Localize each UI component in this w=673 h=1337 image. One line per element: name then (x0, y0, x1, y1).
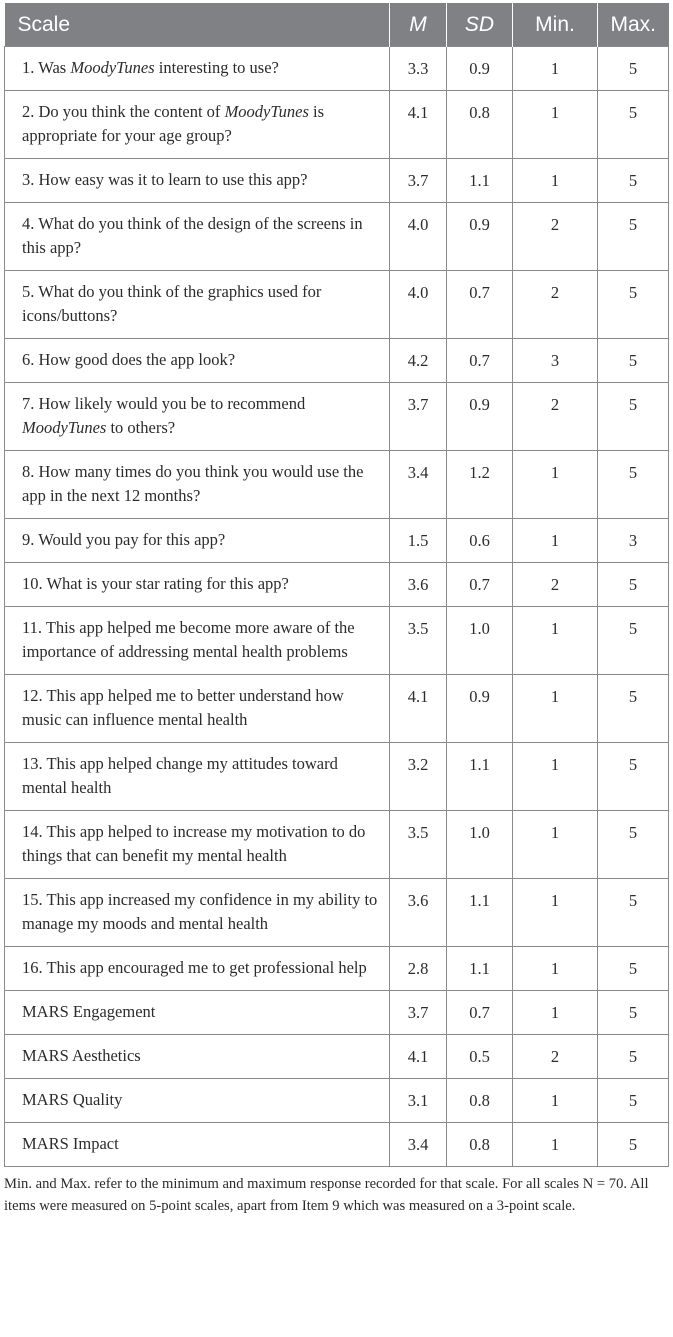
min-value: 1 (513, 47, 598, 91)
table-row (5, 1079, 669, 1123)
table-row (5, 675, 669, 743)
scale-text: 16. This app encouraged me to get professional help (22, 958, 367, 977)
table-row (5, 743, 669, 811)
scale-label (5, 91, 390, 159)
table-row (5, 519, 669, 563)
scale-label (5, 947, 390, 991)
sd-value: 1.1 (447, 947, 513, 991)
max-value: 5 (598, 1079, 669, 1123)
table-row (5, 271, 669, 339)
scale-text: 9. Would you pay for this app? (22, 530, 226, 549)
header-min: Min. (513, 3, 598, 47)
scale-label (5, 607, 390, 675)
sd-value: 1.1 (447, 743, 513, 811)
table-row (5, 203, 669, 271)
scale-text: 2. Do you think the content of (22, 102, 225, 121)
results-table (4, 3, 669, 1167)
min-value: 1 (513, 879, 598, 947)
scale-label (5, 675, 390, 743)
scale-text: 13. This app helped change my attitudes toward mental health (22, 754, 338, 797)
sd-value: 0.9 (447, 47, 513, 91)
sd-value: 0.7 (447, 991, 513, 1035)
table-row (5, 947, 669, 991)
scale-text: is appropriate for your age group? (22, 102, 325, 145)
sd-value: 0.8 (447, 91, 513, 159)
scale-text: MARS Aesthetics (22, 1046, 141, 1065)
sd-value: 1.1 (447, 159, 513, 203)
max-value: 5 (598, 675, 669, 743)
mean-value: 3.2 (390, 743, 447, 811)
scale-text: 7. How likely would you be to recommend (22, 394, 306, 413)
mean-value: 3.3 (390, 47, 447, 91)
mean-value: 3.7 (390, 159, 447, 203)
max-value: 5 (598, 159, 669, 203)
mean-value: 4.0 (390, 203, 447, 271)
sd-value: 1.0 (447, 607, 513, 675)
min-value: 1 (513, 811, 598, 879)
scale-label (5, 879, 390, 947)
scale-label (5, 991, 390, 1035)
scale-text: 3. How easy was it to learn to use this app? (22, 170, 308, 189)
min-value: 2 (513, 1035, 598, 1079)
table-row (5, 1123, 669, 1167)
mean-value: 3.7 (390, 383, 447, 451)
max-value: 5 (598, 1123, 669, 1167)
min-value: 2 (513, 383, 598, 451)
sd-value: 1.0 (447, 811, 513, 879)
mean-value: 4.1 (390, 675, 447, 743)
max-value: 5 (598, 383, 669, 451)
sd-value: 0.7 (447, 339, 513, 383)
max-value: 5 (598, 47, 669, 91)
min-value: 2 (513, 271, 598, 339)
header-sd: SD (447, 3, 513, 47)
max-value: 5 (598, 451, 669, 519)
app-name-italic: MoodyTunes (22, 418, 107, 437)
scale-label (5, 47, 390, 91)
max-value: 5 (598, 743, 669, 811)
mean-value: 4.1 (390, 91, 447, 159)
mean-value: 4.0 (390, 271, 447, 339)
table-row (5, 607, 669, 675)
min-value: 1 (513, 743, 598, 811)
mean-value: 1.5 (390, 519, 447, 563)
scale-text: MARS Engagement (22, 1002, 156, 1021)
scale-label (5, 159, 390, 203)
scale-text: MARS Quality (22, 1090, 123, 1109)
scale-text: 1. Was (22, 58, 71, 77)
app-name-italic: MoodyTunes (70, 58, 155, 77)
max-value: 5 (598, 203, 669, 271)
max-value: 5 (598, 607, 669, 675)
min-value: 1 (513, 675, 598, 743)
scale-text: 4. What do you think of the design of the screens in this app? (22, 214, 363, 257)
sd-value: 0.7 (447, 563, 513, 607)
sd-value: 0.7 (447, 271, 513, 339)
scale-text: 8. How many times do you think you would use the app in the next 12 months? (22, 462, 364, 505)
min-value: 1 (513, 1079, 598, 1123)
table-row (5, 159, 669, 203)
app-name-italic: MoodyTunes (224, 102, 309, 121)
mean-value: 3.6 (390, 563, 447, 607)
sd-value: 0.9 (447, 675, 513, 743)
table-footnote: Min. and Max. refer to the minimum and maximum response recorded for that scale. For all scales N = 70. All items were measured on 5-point scales, apart from Item 9 which was measured on a 3-point scale. (4, 1176, 649, 1214)
scale-label (5, 1035, 390, 1079)
max-value: 5 (598, 991, 669, 1035)
table-row (5, 383, 669, 451)
scale-text: 11. This app helped me become more aware of the importance of addressing mental health problems (22, 618, 355, 661)
sd-value: 1.1 (447, 879, 513, 947)
scale-label (5, 339, 390, 383)
mean-value: 3.4 (390, 1123, 447, 1167)
scale-text: 14. This app helped to increase my motivation to do things that can benefit my mental health (22, 822, 366, 865)
scale-text: 6. How good does the app look? (22, 350, 236, 369)
mean-value: 3.1 (390, 1079, 447, 1123)
header-max: Max. (598, 3, 669, 47)
min-value: 3 (513, 339, 598, 383)
mean-value: 3.6 (390, 879, 447, 947)
mean-value: 3.4 (390, 451, 447, 519)
table-header-row (5, 3, 669, 47)
max-value: 3 (598, 519, 669, 563)
sd-value: 1.2 (447, 451, 513, 519)
scale-text: interesting to use? (154, 58, 279, 77)
sd-value: 0.8 (447, 1123, 513, 1167)
min-value: 1 (513, 519, 598, 563)
scale-label (5, 519, 390, 563)
scale-label (5, 1123, 390, 1167)
max-value: 5 (598, 811, 669, 879)
max-value: 5 (598, 339, 669, 383)
header-scale: Scale (5, 3, 390, 47)
scale-text: 15. This app increased my confidence in my ability to manage my moods and mental health (22, 890, 378, 933)
scale-label (5, 563, 390, 607)
mean-value: 4.1 (390, 1035, 447, 1079)
min-value: 2 (513, 203, 598, 271)
max-value: 5 (598, 91, 669, 159)
sd-value: 0.9 (447, 383, 513, 451)
mean-value: 3.7 (390, 991, 447, 1035)
max-value: 5 (598, 879, 669, 947)
min-value: 1 (513, 91, 598, 159)
sd-value: 0.8 (447, 1079, 513, 1123)
max-value: 5 (598, 947, 669, 991)
min-value: 1 (513, 1123, 598, 1167)
mean-value: 4.2 (390, 339, 447, 383)
table-row (5, 879, 669, 947)
min-value: 1 (513, 947, 598, 991)
max-value: 5 (598, 271, 669, 339)
table-row (5, 91, 669, 159)
scale-text: 10. What is your star rating for this app? (22, 574, 289, 593)
scale-text: 12. This app helped me to better understand how music can influence mental health (22, 686, 344, 729)
scale-label (5, 203, 390, 271)
sd-value: 0.5 (447, 1035, 513, 1079)
header-mean: M (390, 3, 447, 47)
table-row (5, 339, 669, 383)
max-value: 5 (598, 563, 669, 607)
scale-text: 5. What do you think of the graphics used for icons/buttons? (22, 282, 322, 325)
min-value: 2 (513, 563, 598, 607)
results-table-container (4, 3, 668, 1217)
max-value: 5 (598, 1035, 669, 1079)
scale-label (5, 811, 390, 879)
min-value: 1 (513, 607, 598, 675)
min-value: 1 (513, 159, 598, 203)
table-body (5, 47, 669, 1167)
table-row (5, 47, 669, 91)
scale-label (5, 383, 390, 451)
min-value: 1 (513, 451, 598, 519)
table-row (5, 991, 669, 1035)
scale-label (5, 451, 390, 519)
table-row (5, 563, 669, 607)
scale-label (5, 271, 390, 339)
scale-label (5, 743, 390, 811)
mean-value: 2.8 (390, 947, 447, 991)
sd-value: 0.6 (447, 519, 513, 563)
scale-text: to others? (106, 418, 176, 437)
mean-value: 3.5 (390, 811, 447, 879)
mean-value: 3.5 (390, 607, 447, 675)
scale-text: MARS Impact (22, 1134, 119, 1153)
table-row (5, 811, 669, 879)
sd-value: 0.9 (447, 203, 513, 271)
table-row (5, 1035, 669, 1079)
table-row (5, 451, 669, 519)
min-value: 1 (513, 991, 598, 1035)
scale-label (5, 1079, 390, 1123)
